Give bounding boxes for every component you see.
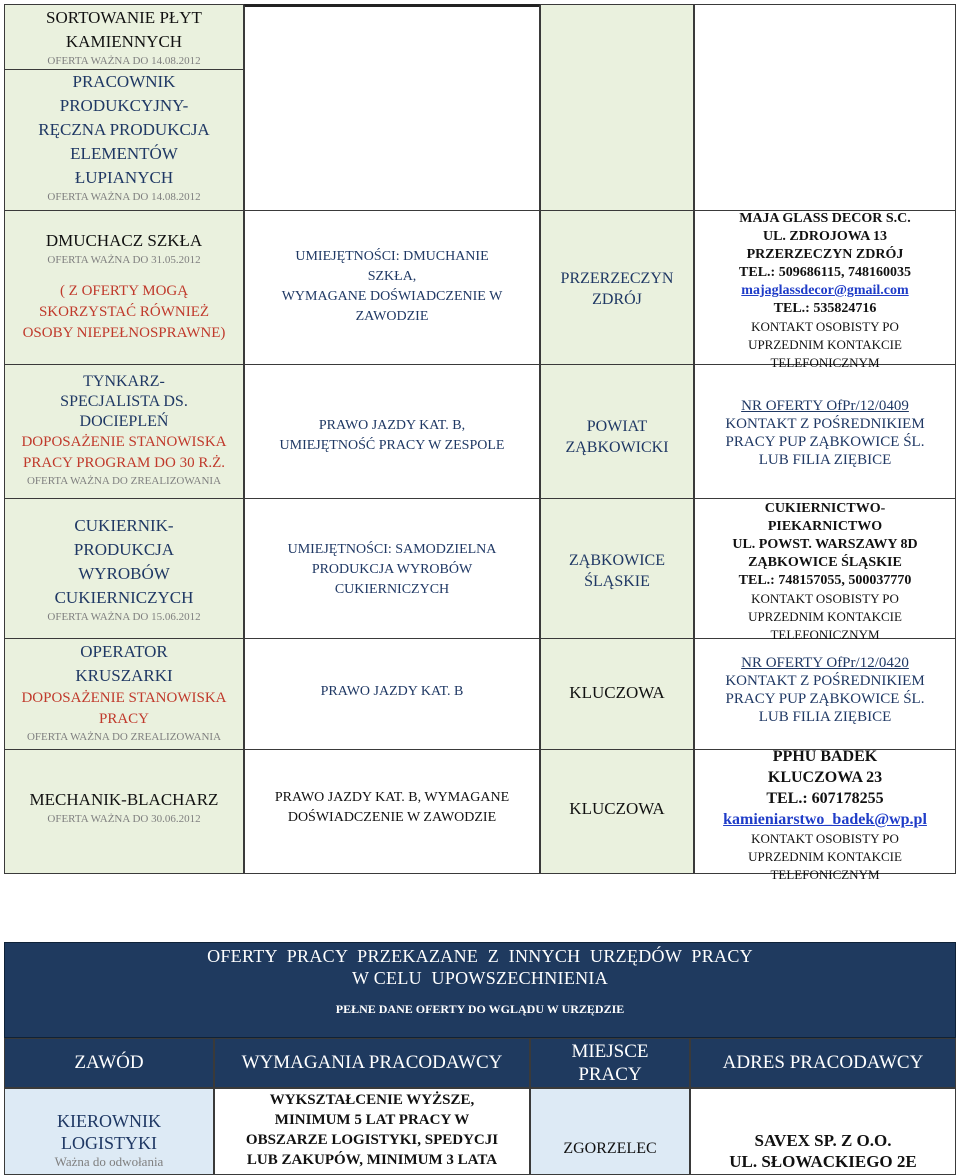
contact-note: KONTAKT OSOBISTY PO bbox=[751, 591, 899, 606]
contact-note: TELEFONICZNYM bbox=[770, 355, 880, 370]
row-adres bbox=[690, 1130, 956, 1172]
contact-note: KONTAKT Z POŚREDNIKIEM bbox=[725, 416, 925, 432]
job-title: KAMIENNYCH bbox=[65, 32, 183, 51]
offer-row-4-zawod bbox=[4, 372, 244, 488]
offer-row-5-miejsce bbox=[540, 550, 694, 592]
offer-row-5-adres bbox=[694, 500, 956, 644]
job-title: MECHANIK-BLACHARZ bbox=[29, 790, 219, 809]
employer-phone: TEL.: 509686115, 748160035 bbox=[739, 265, 911, 280]
employer-street: UL. SŁOWACKIEGO 2E bbox=[729, 1152, 917, 1171]
banner-subtitle: PEŁNE DANE OFERTY DO WGLĄDU W URZĘDZIE bbox=[335, 1002, 625, 1016]
job-title: RĘCZNA PRODUKCJA bbox=[38, 120, 210, 139]
work-place: ZGORZELEC bbox=[563, 1140, 657, 1157]
contact-note: LUB FILIA ZIĘBICE bbox=[758, 709, 892, 725]
job-title: OPERATOR bbox=[80, 642, 168, 661]
job-title: TYNKARZ- bbox=[83, 373, 165, 390]
job-title: CUKIERNICZYCH bbox=[54, 588, 194, 607]
program-note: DOPOSAŻENIE STANOWISKA bbox=[21, 690, 227, 706]
offer-row-5-zawod bbox=[4, 514, 244, 624]
offer-validity: OFERTA WAŻNA DO 15.06.2012 bbox=[47, 611, 201, 623]
requirement-line: UMIEJĘTNOŚCI: SAMODZIELNA bbox=[287, 542, 497, 557]
offer-row-2 bbox=[4, 70, 244, 204]
work-place: POWIAT bbox=[586, 418, 648, 435]
offer-row-6-wymagania bbox=[244, 682, 540, 702]
contact-note: TELEFONICZNYM bbox=[770, 867, 880, 882]
offer-row-3-adres bbox=[694, 210, 956, 372]
requirement-line: LUB ZAKUPÓW, MINIMUM 3 LATA bbox=[246, 1152, 498, 1168]
work-place: KLUCZOWA bbox=[569, 683, 665, 702]
employer-city: ZĄBKOWICE ŚLĄSKIE bbox=[748, 555, 902, 570]
banner-title: W CELU UPOWSZECHNIENIA bbox=[351, 968, 609, 988]
job-title: KRUSZARKI bbox=[75, 666, 173, 685]
contact-note: KONTAKT OSOBISTY PO bbox=[751, 319, 899, 334]
row-wymagania bbox=[214, 1090, 530, 1170]
employer-phone: TEL.: 748157055, 500037770 bbox=[738, 573, 912, 588]
job-title: ELEMENTÓW bbox=[70, 144, 178, 163]
requirement-line: PRAWO JAZDY KAT. B, bbox=[318, 418, 466, 433]
employer-name: SAVEX SP. Z O.O. bbox=[754, 1131, 892, 1150]
requirement-line: MINIMUM 5 LAT PRACY W bbox=[274, 1112, 470, 1128]
requirement-line: OBSZARZE LOGISTYKI, SPEDYCJI bbox=[245, 1132, 499, 1148]
requirement-line: UMIEJĘTNOŚCI: DMUCHANIE bbox=[295, 249, 489, 264]
row-miejsce bbox=[530, 1138, 690, 1159]
employer-name: CUKIERNICTWO- bbox=[764, 501, 886, 516]
contact-note: TELEFONICZNYM bbox=[770, 627, 880, 642]
column-header bbox=[530, 1040, 690, 1086]
requirement-line: CUKIERNICZYCH bbox=[334, 582, 450, 597]
column-header-line: MIEJSCE bbox=[571, 1041, 649, 1062]
work-place: ZDRÓJ bbox=[592, 291, 642, 308]
offer-validity: OFERTA WAŻNA DO 31.05.2012 bbox=[47, 254, 201, 266]
program-note: DOPOSAŻENIE STANOWISKA bbox=[21, 434, 227, 450]
work-place: KLUCZOWA bbox=[569, 799, 665, 818]
requirement-line: WYMAGANE DOŚWIADCZENIE W bbox=[281, 289, 503, 304]
job-title: DOCIEPLEŃ bbox=[79, 413, 169, 430]
disability-note: SKORZYSTAĆ RÓWNIEŻ bbox=[38, 304, 210, 320]
job-title: CUKIERNIK- bbox=[74, 516, 174, 535]
job-title: PRACOWNIK bbox=[72, 72, 176, 91]
offer-row-4-wymagania bbox=[244, 416, 540, 456]
requirement-line: SZKŁA, bbox=[367, 269, 417, 284]
employer-email-link[interactable]: kamieniarstwo_badek@wp.pl bbox=[723, 811, 927, 828]
offer-row-4-miejsce bbox=[540, 416, 694, 458]
requirement-line: WYKSZTAŁCENIE WYŻSZE, bbox=[269, 1092, 475, 1108]
requirement-line: PRAWO JAZDY KAT. B bbox=[320, 684, 464, 699]
column-header: ADRES PRACODAWCY bbox=[722, 1052, 924, 1073]
offer-row-4-adres bbox=[694, 397, 956, 469]
employer-street: UL. ZDROJOWA 13 bbox=[762, 229, 888, 244]
employer-city: PRZERZECZYN ZDRÓJ bbox=[746, 247, 904, 262]
offer-row-7-zawod bbox=[4, 788, 244, 826]
disability-note: OSOBY NIEPEŁNOSPRAWNE) bbox=[22, 325, 226, 341]
employer-phone: TEL.: 607178255 bbox=[766, 790, 884, 807]
job-title: PRODUKCJA bbox=[73, 540, 175, 559]
job-title: ŁUPIANYCH bbox=[74, 168, 174, 187]
offer-row-7-adres bbox=[694, 746, 956, 884]
offer-validity: OFERTA WAŻNA DO ZREALIZOWANIA bbox=[26, 475, 222, 487]
job-title: LOGISTYKI bbox=[61, 1133, 157, 1153]
requirement-line: DOŚWIADCZENIE W ZAWODZIE bbox=[287, 810, 497, 825]
offer-validity: OFERTA WAŻNA DO 14.08.2012 bbox=[47, 55, 201, 67]
employer-street: KLUCZOWA 23 bbox=[767, 769, 883, 786]
work-place: ZĄBKOWICE bbox=[569, 552, 665, 569]
banner-title: OFERTY PRACY PRZEKAZANE Z INNYCH URZĘDÓW PRACY bbox=[207, 946, 753, 966]
offer-row-6-adres bbox=[694, 654, 956, 726]
contact-note: KONTAKT OSOBISTY PO bbox=[751, 831, 899, 846]
disability-note: ( Z OFERTY MOGĄ bbox=[59, 283, 189, 299]
employer-name: PPHU BADEK bbox=[772, 748, 878, 765]
offer-row-6-zawod bbox=[4, 640, 244, 744]
offer-validity: OFERTA WAŻNA DO 14.08.2012 bbox=[47, 191, 201, 203]
offer-row-3-wymagania bbox=[244, 247, 540, 327]
column-header: WYMAGANIA PRACODAWCY bbox=[241, 1052, 503, 1073]
offer-number: NR OFERTY OfPr/12/0409 bbox=[741, 398, 909, 414]
offer-row-5-wymagania bbox=[244, 540, 540, 600]
employer-name: MAJA GLASS DECOR S.C. bbox=[739, 211, 911, 226]
offer-row-6-miejsce bbox=[540, 682, 694, 703]
program-note: PRACY bbox=[98, 711, 150, 727]
requirement-line: PRAWO JAZDY KAT. B, WYMAGANE bbox=[274, 790, 510, 805]
contact-note: PRACY PUP ZĄBKOWICE ŚL. bbox=[725, 434, 925, 450]
offer-validity: OFERTA WAŻNA DO ZREALIZOWANIA bbox=[26, 731, 222, 743]
program-note: PRACY PROGRAM DO 30 R.Ż. bbox=[23, 455, 225, 471]
offer-validity: OFERTA WAŻNA DO 30.06.2012 bbox=[47, 813, 201, 825]
job-title: KIEROWNIK bbox=[57, 1111, 161, 1131]
offer-row-3-zawod bbox=[4, 229, 244, 344]
offer-row-3-miejsce bbox=[540, 268, 694, 310]
contact-note: PRACY PUP ZĄBKOWICE ŚL. bbox=[725, 691, 925, 707]
job-title: WYROBÓW bbox=[78, 564, 170, 583]
other-offices-table bbox=[4, 1038, 956, 1175]
row-divider bbox=[4, 498, 956, 499]
job-title: PRODUKCYJNY- bbox=[59, 96, 189, 115]
contact-note: UPRZEDNIM KONTAKCIE bbox=[748, 337, 902, 352]
contact-note: KONTAKT Z POŚREDNIKIEM bbox=[725, 673, 925, 689]
contact-note: UPRZEDNIM KONTAKCIE bbox=[748, 849, 902, 864]
employer-street: UL. POWST. WARSZAWY 8D bbox=[732, 537, 918, 552]
contact-note: UPRZEDNIM KONTAKCIE bbox=[748, 609, 902, 624]
requirement-line: UMIEJĘTNOŚĆ PRACY W ZESPOLE bbox=[279, 438, 505, 453]
work-place: ŚLĄSKIE bbox=[584, 573, 650, 590]
column-header: ZAWÓD bbox=[74, 1052, 144, 1073]
employer-email-link[interactable]: majaglassdecor@gmail.com bbox=[741, 283, 909, 298]
work-place: ZĄBKOWICKI bbox=[565, 439, 669, 456]
requirement-line: ZAWODZIE bbox=[355, 309, 429, 324]
cell-miejsce bbox=[530, 1088, 690, 1175]
employer-phone: TEL.: 535824716 bbox=[773, 301, 877, 316]
requirement-line: PRODUKCJA WYROBÓW bbox=[311, 562, 473, 577]
contact-note: LUB FILIA ZIĘBICE bbox=[758, 452, 892, 468]
other-offices-banner bbox=[4, 942, 956, 1038]
employer-name: PIEKARNICTWO bbox=[767, 519, 883, 534]
job-title: DMUCHACZ SZKŁA bbox=[45, 231, 203, 250]
top-offers-table bbox=[4, 4, 956, 882]
offer-number: NR OFERTY OfPr/12/0420 bbox=[741, 655, 909, 671]
job-title: SPECJALISTA DS. bbox=[60, 393, 188, 410]
offer-validity: Ważna do odwołania bbox=[54, 1154, 164, 1169]
job-title: SORTOWANIE PŁYT bbox=[46, 8, 202, 27]
offer-row-7-wymagania bbox=[244, 788, 540, 828]
row-zawod bbox=[4, 1110, 214, 1170]
column-header-line: PRACY bbox=[578, 1064, 642, 1085]
work-place: PRZERZECZYN bbox=[560, 270, 674, 287]
offer-row-1 bbox=[4, 6, 244, 68]
offer-row-7-miejsce bbox=[540, 798, 694, 819]
